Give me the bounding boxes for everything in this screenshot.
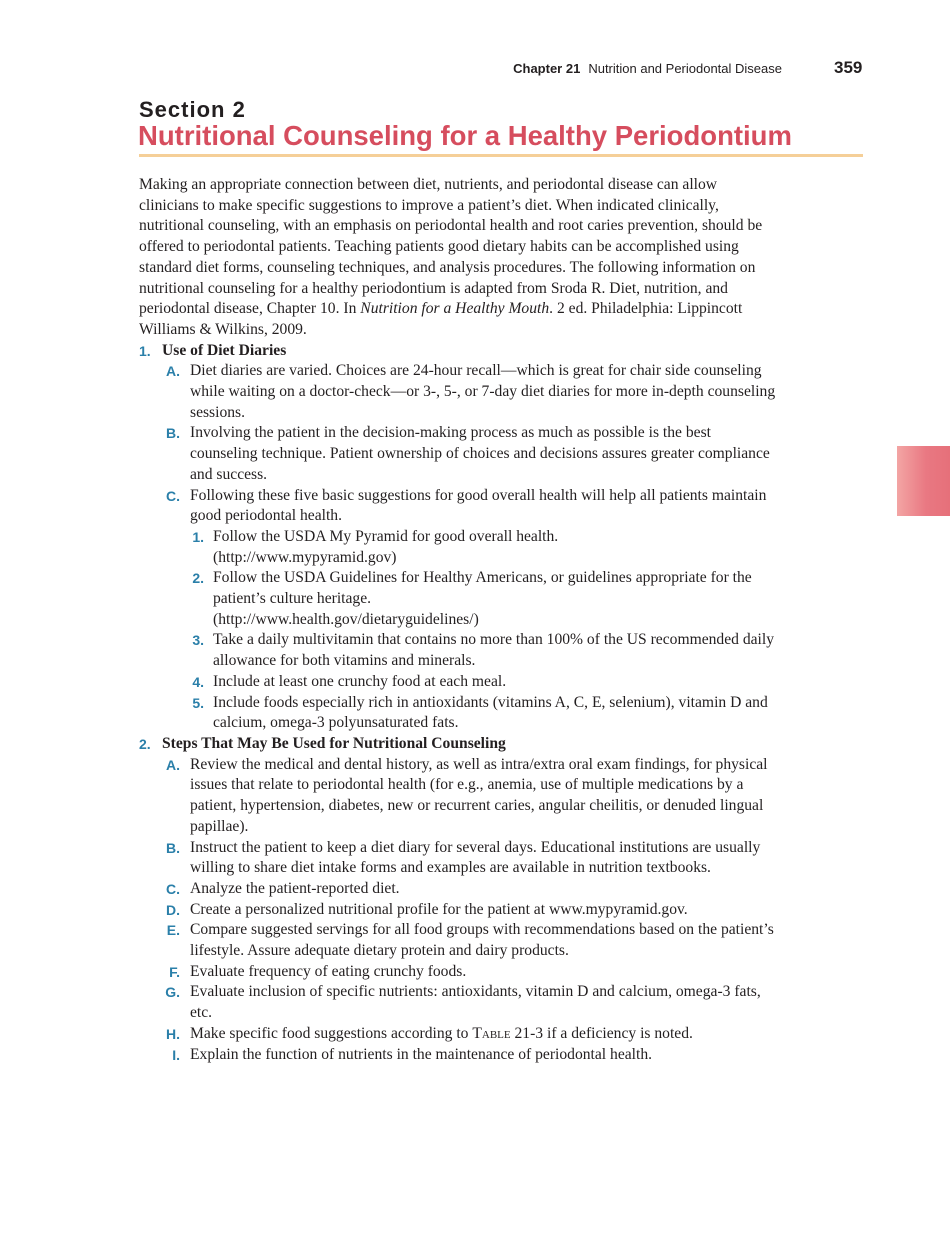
url-text: (http://www.mypyramid.gov): [213, 548, 397, 566]
list-marker: B.: [166, 839, 180, 856]
list-item-text: Take a daily multivitamin that contains no more than 100% of the US recommended daily allowance for both vitamins and minerals.: [213, 631, 775, 670]
list-item-text: Create a personalized nutritional profile for the patient at www.mypyramid.gov.: [190, 900, 688, 918]
list-item-text: Make specific food suggestions according to: [190, 1024, 473, 1042]
page-number: 359: [834, 58, 863, 77]
list-item-text: Following these five basic suggestions for good overall health will help all patients maintain good periodontal health.: [190, 486, 767, 525]
running-head: [513, 61, 782, 76]
list-marker: B.: [166, 425, 180, 442]
chapter-title: Nutrition and Periodontal Disease: [588, 61, 782, 76]
list-item: [139, 755, 779, 838]
list-marker: 4.: [192, 673, 204, 690]
list-marker: D.: [166, 901, 180, 918]
list-item: [139, 838, 779, 879]
list-item: [139, 920, 779, 961]
list-marker: 3.: [192, 632, 204, 649]
sub-list-item: [139, 672, 779, 693]
list-item-text: 21-3 if a deficiency is noted.: [510, 1024, 693, 1042]
title-rule: [139, 154, 863, 157]
list-item-text: Evaluate frequency of eating crunchy foods.: [190, 962, 467, 980]
body-text: [139, 175, 779, 1065]
intro-citation: . 2 ed. Philadelphia: Lippincott Williams & Wilkins, 2009.: [139, 300, 743, 338]
table-reference: Table: [472, 1024, 511, 1042]
list-item-text: Review the medical and dental history, as well as intra/extra oral exam findings, for physical issues that relate to periodontal health (for e.g., anemia, use of multiple medications by a patient, hypertension, diabetes, new or recurrent caries, angular cheilitis, or denuded lingual papillae).: [190, 755, 768, 835]
url-text: (http://www.health.gov/dietaryguidelines/): [213, 610, 479, 628]
sub-list-item: [139, 630, 779, 671]
list-marker: 1.: [139, 342, 151, 359]
list-marker: 2.: [192, 570, 204, 587]
list-item-text: Include at least one crunchy food at each meal.: [213, 672, 507, 690]
list-item-text: Include foods especially rich in antioxidants (vitamins A, C, E, selenium), vitamin D and calcium, omega-3 polyunsaturated fats.: [213, 693, 768, 732]
list-marker: A.: [166, 756, 180, 773]
list-item: [139, 423, 779, 485]
list-marker: F.: [169, 963, 180, 980]
list-item-text: Instruct the patient to keep a diet diary for several days. Educational institutions are usually willing to share diet intake forms and examples are available in nutrition textbooks.: [190, 838, 761, 877]
list-marker: H.: [166, 1025, 180, 1042]
list-marker: G.: [165, 984, 180, 1001]
section-title: Nutritional Counseling for a Healthy Periodontium: [138, 120, 792, 151]
list-item: [139, 982, 779, 1023]
list-item: [139, 879, 779, 900]
intro-text: Making an appropriate connection between diet, nutrients, and periodontal disease can allow clinicians to make specific suggestions to improve a patient’s diet. When indicated clinically, nutritional counseling, with an emphasis on periodontal health and root caries prevention, should be offered to periodontal patients. Teaching patients good dietary habits can be accomplished using standard diet forms, counseling techniques, and analysis procedures. The following information on nutritional counseling for a healthy periodontium is adapted from Sroda R. Diet, nutrition, and periodontal disease, Chapter 10. In: [139, 176, 763, 318]
list-marker: 5.: [192, 694, 204, 711]
chapter-number: Chapter 21: [513, 61, 581, 76]
list-item: [139, 900, 779, 921]
list-heading-text: Use of Diet Diaries: [162, 341, 287, 359]
sub-list-item: [139, 693, 779, 734]
intro-paragraph: [139, 175, 779, 341]
list-marker: A.: [166, 363, 180, 380]
list-item-text: Follow the USDA Guidelines for Healthy Americans, or guidelines appropriate for the patient’s culture heritage.: [213, 569, 752, 608]
list-heading-diet-diaries: [139, 341, 779, 362]
list-item-text: Evaluate inclusion of specific nutrients: antioxidants, vitamin D and calcium, omega-3 fats, etc.: [190, 983, 761, 1022]
list-item-text: Involving the patient in the decision-making process as much as possible is the best counseling technique. Patient ownership of choices and decisions assures greater compliance and success.: [190, 424, 770, 483]
list-item: [139, 962, 779, 983]
thumb-index-tab: [897, 446, 950, 516]
list-marker: E.: [166, 922, 180, 939]
list-item-text: Explain the function of nutrients in the maintenance of periodontal health.: [190, 1045, 653, 1063]
list-item-text: Diet diaries are varied. Choices are 24-hour recall—which is great for chair side counseling while waiting on a doctor-check—or 3-, 5-, or 7-day diet diaries for more in-depth counseling sessions.: [190, 362, 776, 421]
list-heading-text: Steps That May Be Used for Nutritional Counseling: [162, 734, 506, 752]
section-label: Section 2: [139, 97, 246, 122]
book-title: Nutrition for a Healthy Mouth: [360, 300, 550, 318]
list-item: [139, 486, 779, 527]
list-item-text: Follow the USDA My Pyramid for good overall health.: [213, 527, 559, 545]
list-marker: I.: [172, 1046, 180, 1063]
list-marker: 2.: [139, 735, 151, 752]
sub-list-item: [139, 568, 779, 630]
list-item: [139, 361, 779, 423]
list-marker: C.: [166, 880, 180, 897]
list-item: [139, 1045, 779, 1066]
list-item-text: Analyze the patient-reported diet.: [190, 879, 400, 897]
list-item-text: Compare suggested servings for all food groups with recommendations based on the patient’s lifestyle. Assure adequate dietary protein and dairy products.: [190, 921, 774, 960]
list-item: [139, 1024, 779, 1045]
list-marker: C.: [166, 487, 180, 504]
list-marker: 1.: [192, 528, 204, 545]
list-heading-counseling-steps: [139, 734, 779, 755]
sub-list-item: [139, 527, 779, 568]
